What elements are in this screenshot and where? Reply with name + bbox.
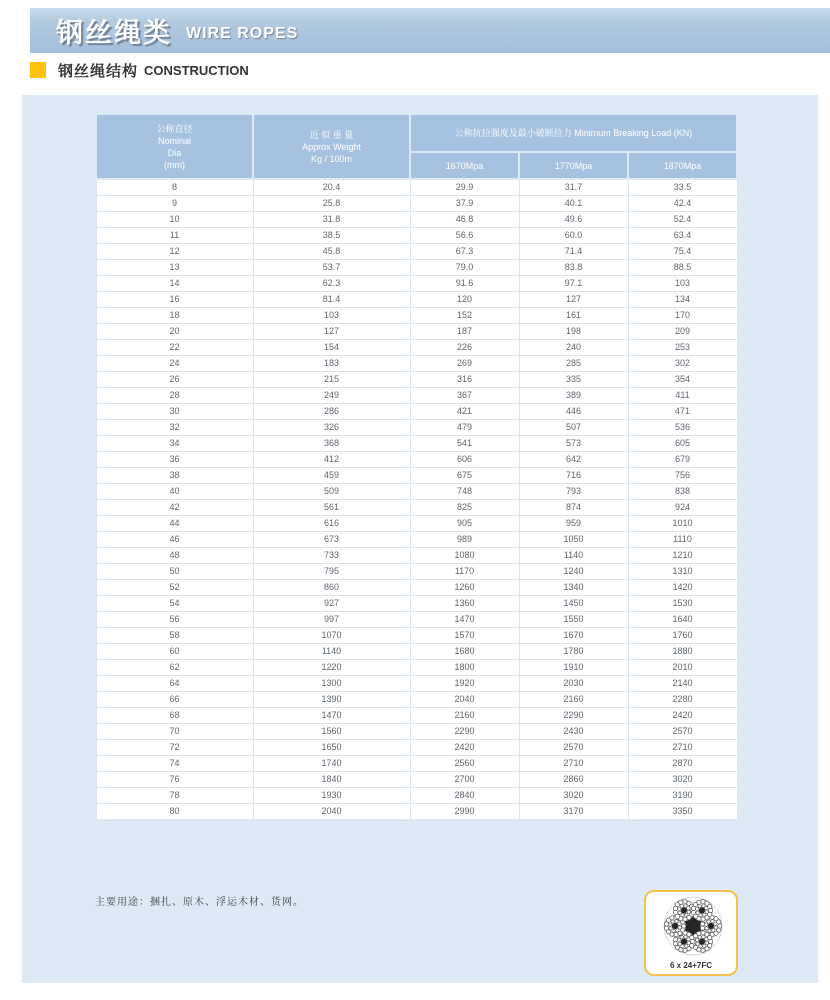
cell-mbl-1770: 198 (519, 323, 628, 339)
cell-weight: 249 (253, 387, 410, 403)
section-title-en: CONSTRUCTION (144, 62, 249, 78)
cell-mbl-1870: 2010 (628, 659, 737, 675)
cell-mbl-1670: 541 (410, 435, 519, 451)
cell-mbl-1770: 2160 (519, 691, 628, 707)
table-row (96, 387, 737, 403)
cell-weight: 103 (253, 307, 410, 323)
cell-mbl-1770: 2290 (519, 707, 628, 723)
cell-weight: 1390 (253, 691, 410, 707)
cell-mbl-1670: 1470 (410, 611, 519, 627)
table-row (96, 243, 737, 259)
cell-mbl-1870: 924 (628, 499, 737, 515)
cell-weight: 509 (253, 483, 410, 499)
cell-weight: 326 (253, 419, 410, 435)
cell-dia: 16 (96, 291, 253, 307)
cell-mbl-1670: 1680 (410, 643, 519, 659)
cell-dia: 20 (96, 323, 253, 339)
table-row (96, 627, 737, 643)
cell-mbl-1770: 1140 (519, 547, 628, 563)
cell-dia: 80 (96, 803, 253, 819)
cell-mbl-1770: 60.0 (519, 227, 628, 243)
table-row (96, 803, 737, 819)
cell-dia: 36 (96, 451, 253, 467)
cell-dia: 40 (96, 483, 253, 499)
cell-mbl-1770: 127 (519, 291, 628, 307)
cell-mbl-1770: 874 (519, 499, 628, 515)
cell-mbl-1770: 1240 (519, 563, 628, 579)
table-row (96, 563, 737, 579)
cell-mbl-1670: 1080 (410, 547, 519, 563)
cell-dia: 62 (96, 659, 253, 675)
cell-mbl-1670: 479 (410, 419, 519, 435)
cell-mbl-1770: 1670 (519, 627, 628, 643)
table-row (96, 275, 737, 291)
table-header (96, 114, 737, 179)
cell-mbl-1870: 88.5 (628, 259, 737, 275)
table-body (96, 179, 737, 819)
cell-mbl-1770: 49.6 (519, 211, 628, 227)
cell-weight: 1740 (253, 755, 410, 771)
table-row (96, 195, 737, 211)
cell-mbl-1770: 1550 (519, 611, 628, 627)
cell-mbl-1870: 605 (628, 435, 737, 451)
cell-weight: 38.5 (253, 227, 410, 243)
section-heading (30, 61, 249, 79)
cell-dia: 70 (96, 723, 253, 739)
cell-dia: 52 (96, 579, 253, 595)
table-row (96, 547, 737, 563)
cell-weight: 183 (253, 355, 410, 371)
cell-dia: 18 (96, 307, 253, 323)
cell-weight: 286 (253, 403, 410, 419)
cell-mbl-1770: 507 (519, 419, 628, 435)
cell-dia: 56 (96, 611, 253, 627)
header-mpa-grade: 1770Mpa (519, 152, 628, 179)
cell-weight: 215 (253, 371, 410, 387)
cell-weight: 673 (253, 531, 410, 547)
cell-dia: 54 (96, 595, 253, 611)
table-row (96, 595, 737, 611)
cell-mbl-1770: 1050 (519, 531, 628, 547)
cell-mbl-1870: 471 (628, 403, 737, 419)
cell-mbl-1770: 83.8 (519, 259, 628, 275)
cell-mbl-1870: 170 (628, 307, 737, 323)
cell-dia: 50 (96, 563, 253, 579)
cell-dia: 30 (96, 403, 253, 419)
cell-mbl-1870: 1880 (628, 643, 737, 659)
cell-weight: 561 (253, 499, 410, 515)
cell-mbl-1870: 354 (628, 371, 737, 387)
cell-mbl-1870: 411 (628, 387, 737, 403)
cell-dia: 14 (96, 275, 253, 291)
cell-weight: 412 (253, 451, 410, 467)
cell-weight: 53.7 (253, 259, 410, 275)
table-row (96, 515, 737, 531)
cell-mbl-1870: 838 (628, 483, 737, 499)
cell-weight: 1070 (253, 627, 410, 643)
cell-weight: 927 (253, 595, 410, 611)
cell-mbl-1670: 1570 (410, 627, 519, 643)
cell-mbl-1770: 446 (519, 403, 628, 419)
cell-weight: 1840 (253, 771, 410, 787)
cell-mbl-1770: 31.7 (519, 179, 628, 195)
usage-note: 主要用途：捆扎、原木、浮运木材、货网。 (95, 897, 304, 908)
table-row (96, 435, 737, 451)
cell-weight: 2040 (253, 803, 410, 819)
table-row (96, 579, 737, 595)
cell-mbl-1670: 187 (410, 323, 519, 339)
cell-weight: 127 (253, 323, 410, 339)
cell-mbl-1870: 2570 (628, 723, 737, 739)
table-row (96, 531, 737, 547)
table-row (96, 227, 737, 243)
cell-mbl-1870: 103 (628, 275, 737, 291)
cell-mbl-1870: 1420 (628, 579, 737, 595)
cell-dia: 64 (96, 675, 253, 691)
cell-mbl-1670: 269 (410, 355, 519, 371)
cell-mbl-1770: 573 (519, 435, 628, 451)
table-row (96, 787, 737, 803)
cell-weight: 62.3 (253, 275, 410, 291)
table-row (96, 339, 737, 355)
cell-mbl-1670: 1920 (410, 675, 519, 691)
cell-weight: 795 (253, 563, 410, 579)
table-row (96, 371, 737, 387)
table-row (96, 291, 737, 307)
cell-mbl-1670: 226 (410, 339, 519, 355)
cell-mbl-1670: 2990 (410, 803, 519, 819)
cell-weight: 25.8 (253, 195, 410, 211)
cell-mbl-1870: 209 (628, 323, 737, 339)
cell-dia: 44 (96, 515, 253, 531)
cell-weight: 459 (253, 467, 410, 483)
cell-mbl-1870: 2870 (628, 755, 737, 771)
cell-mbl-1670: 2420 (410, 739, 519, 755)
table-row (96, 499, 737, 515)
cell-dia: 60 (96, 643, 253, 659)
cell-dia: 48 (96, 547, 253, 563)
cell-mbl-1870: 1640 (628, 611, 737, 627)
table-row (96, 211, 737, 227)
header-breaking-load-group: 公称抗拉强度及最小破断拉力 Minimum Breaking Load (KN) (410, 114, 737, 152)
table-row (96, 179, 737, 195)
cell-mbl-1870: 3020 (628, 771, 737, 787)
cell-weight: 81.4 (253, 291, 410, 307)
cell-mbl-1670: 37.9 (410, 195, 519, 211)
page-banner (30, 8, 830, 53)
header-nominal-dia: 公称直径 Nominal Dia (mm) (96, 114, 253, 179)
cell-mbl-1770: 285 (519, 355, 628, 371)
cell-mbl-1770: 2570 (519, 739, 628, 755)
cell-mbl-1770: 161 (519, 307, 628, 323)
cell-mbl-1670: 2700 (410, 771, 519, 787)
cell-mbl-1770: 959 (519, 515, 628, 531)
table-row (96, 739, 737, 755)
cell-dia: 11 (96, 227, 253, 243)
cell-mbl-1770: 40.1 (519, 195, 628, 211)
cell-mbl-1870: 2280 (628, 691, 737, 707)
cell-weight: 31.8 (253, 211, 410, 227)
cell-weight: 154 (253, 339, 410, 355)
table-row (96, 355, 737, 371)
cell-mbl-1870: 63.4 (628, 227, 737, 243)
header-mpa-grade: 1870Mpa (628, 152, 737, 179)
table-row (96, 611, 737, 627)
cell-mbl-1670: 675 (410, 467, 519, 483)
cell-mbl-1770: 335 (519, 371, 628, 387)
cell-mbl-1670: 606 (410, 451, 519, 467)
cell-weight: 1300 (253, 675, 410, 691)
table-row (96, 307, 737, 323)
cell-mbl-1770: 3020 (519, 787, 628, 803)
yellow-bullet-icon (30, 62, 46, 78)
cell-weight: 368 (253, 435, 410, 451)
cell-mbl-1770: 389 (519, 387, 628, 403)
cell-mbl-1670: 825 (410, 499, 519, 515)
cell-dia: 68 (96, 707, 253, 723)
cell-mbl-1870: 2140 (628, 675, 737, 691)
table-row (96, 771, 737, 787)
cell-dia: 42 (96, 499, 253, 515)
cell-mbl-1670: 56.6 (410, 227, 519, 243)
table-row (96, 323, 737, 339)
cell-dia: 8 (96, 179, 253, 195)
table-row (96, 643, 737, 659)
cell-mbl-1870: 536 (628, 419, 737, 435)
cell-mbl-1670: 748 (410, 483, 519, 499)
cell-weight: 733 (253, 547, 410, 563)
cell-weight: 1560 (253, 723, 410, 739)
table-row (96, 723, 737, 739)
cell-mbl-1770: 2860 (519, 771, 628, 787)
cell-mbl-1870: 3350 (628, 803, 737, 819)
cell-mbl-1770: 2710 (519, 755, 628, 771)
table-row (96, 403, 737, 419)
cell-mbl-1870: 1760 (628, 627, 737, 643)
table-row (96, 755, 737, 771)
cell-dia: 74 (96, 755, 253, 771)
cell-weight: 997 (253, 611, 410, 627)
cell-dia: 78 (96, 787, 253, 803)
table-row (96, 707, 737, 723)
cell-mbl-1670: 2160 (410, 707, 519, 723)
cell-weight: 1140 (253, 643, 410, 659)
wire-rope-cross-section-icon (660, 895, 726, 957)
cell-weight: 1470 (253, 707, 410, 723)
cell-mbl-1870: 3190 (628, 787, 737, 803)
cell-mbl-1670: 989 (410, 531, 519, 547)
table-row (96, 691, 737, 707)
table-row (96, 467, 737, 483)
cell-mbl-1670: 120 (410, 291, 519, 307)
cell-mbl-1770: 716 (519, 467, 628, 483)
content-panel (22, 95, 818, 983)
section-title-zh: 钢丝绳结构 (58, 62, 139, 80)
cell-mbl-1770: 2430 (519, 723, 628, 739)
cell-mbl-1670: 316 (410, 371, 519, 387)
wire-rope-spec-table (95, 113, 738, 820)
cell-mbl-1670: 79.0 (410, 259, 519, 275)
cell-mbl-1870: 1010 (628, 515, 737, 531)
cell-mbl-1770: 1910 (519, 659, 628, 675)
cell-mbl-1870: 679 (628, 451, 737, 467)
cell-mbl-1870: 1210 (628, 547, 737, 563)
cell-mbl-1870: 253 (628, 339, 737, 355)
cell-mbl-1870: 2420 (628, 707, 737, 723)
table-row (96, 675, 737, 691)
cell-mbl-1670: 367 (410, 387, 519, 403)
rope-construction-label: 6 x 24+7FC (669, 961, 713, 970)
table-row (96, 259, 737, 275)
header-approx-weight: 近 似 重 量 Approx Weight Kg / 100m (253, 114, 410, 179)
table-row (96, 483, 737, 499)
cell-mbl-1770: 2030 (519, 675, 628, 691)
cell-mbl-1670: 1170 (410, 563, 519, 579)
cell-mbl-1870: 33.5 (628, 179, 737, 195)
cell-mbl-1770: 3170 (519, 803, 628, 819)
cell-mbl-1770: 642 (519, 451, 628, 467)
cell-mbl-1670: 905 (410, 515, 519, 531)
cell-dia: 76 (96, 771, 253, 787)
cell-mbl-1670: 2840 (410, 787, 519, 803)
cell-dia: 9 (96, 195, 253, 211)
cell-dia: 28 (96, 387, 253, 403)
cell-dia: 13 (96, 259, 253, 275)
cell-weight: 860 (253, 579, 410, 595)
cell-weight: 1930 (253, 787, 410, 803)
banner-title-en: WIRE ROPES (186, 24, 299, 42)
cell-weight: 1220 (253, 659, 410, 675)
cell-mbl-1670: 91.6 (410, 275, 519, 291)
cell-mbl-1670: 2560 (410, 755, 519, 771)
cell-dia: 38 (96, 467, 253, 483)
cell-dia: 46 (96, 531, 253, 547)
cell-mbl-1670: 2040 (410, 691, 519, 707)
cell-mbl-1770: 97.1 (519, 275, 628, 291)
cell-dia: 34 (96, 435, 253, 451)
cell-mbl-1870: 2710 (628, 739, 737, 755)
cell-dia: 12 (96, 243, 253, 259)
cell-dia: 58 (96, 627, 253, 643)
cell-dia: 66 (96, 691, 253, 707)
cell-dia: 26 (96, 371, 253, 387)
cell-mbl-1870: 1110 (628, 531, 737, 547)
cell-mbl-1870: 75.4 (628, 243, 737, 259)
cell-weight: 616 (253, 515, 410, 531)
rope-cross-section-box (644, 890, 738, 976)
cell-weight: 20.4 (253, 179, 410, 195)
cell-mbl-1870: 302 (628, 355, 737, 371)
table-row (96, 659, 737, 675)
cell-mbl-1670: 1800 (410, 659, 519, 675)
cell-mbl-1870: 1530 (628, 595, 737, 611)
cell-mbl-1670: 29.9 (410, 179, 519, 195)
cell-dia: 22 (96, 339, 253, 355)
cell-mbl-1770: 793 (519, 483, 628, 499)
cell-dia: 24 (96, 355, 253, 371)
cell-weight: 1650 (253, 739, 410, 755)
table-row (96, 419, 737, 435)
cell-mbl-1870: 756 (628, 467, 737, 483)
cell-mbl-1670: 67.3 (410, 243, 519, 259)
banner-title-zh: 钢丝绳类 (56, 18, 172, 48)
cell-mbl-1770: 71.4 (519, 243, 628, 259)
header-mpa-grade: 1670Mpa (410, 152, 519, 179)
cell-mbl-1870: 52.4 (628, 211, 737, 227)
cell-dia: 10 (96, 211, 253, 227)
cell-mbl-1770: 1450 (519, 595, 628, 611)
cell-mbl-1670: 1360 (410, 595, 519, 611)
cell-mbl-1670: 46.8 (410, 211, 519, 227)
cell-dia: 72 (96, 739, 253, 755)
cell-mbl-1870: 1310 (628, 563, 737, 579)
cell-mbl-1670: 421 (410, 403, 519, 419)
cell-mbl-1670: 2290 (410, 723, 519, 739)
cell-mbl-1770: 1340 (519, 579, 628, 595)
cell-weight: 45.8 (253, 243, 410, 259)
cell-mbl-1770: 1780 (519, 643, 628, 659)
cell-mbl-1870: 134 (628, 291, 737, 307)
cell-dia: 32 (96, 419, 253, 435)
table-row (96, 451, 737, 467)
cell-mbl-1670: 1260 (410, 579, 519, 595)
cell-mbl-1670: 152 (410, 307, 519, 323)
cell-mbl-1770: 240 (519, 339, 628, 355)
cell-mbl-1870: 42.4 (628, 195, 737, 211)
